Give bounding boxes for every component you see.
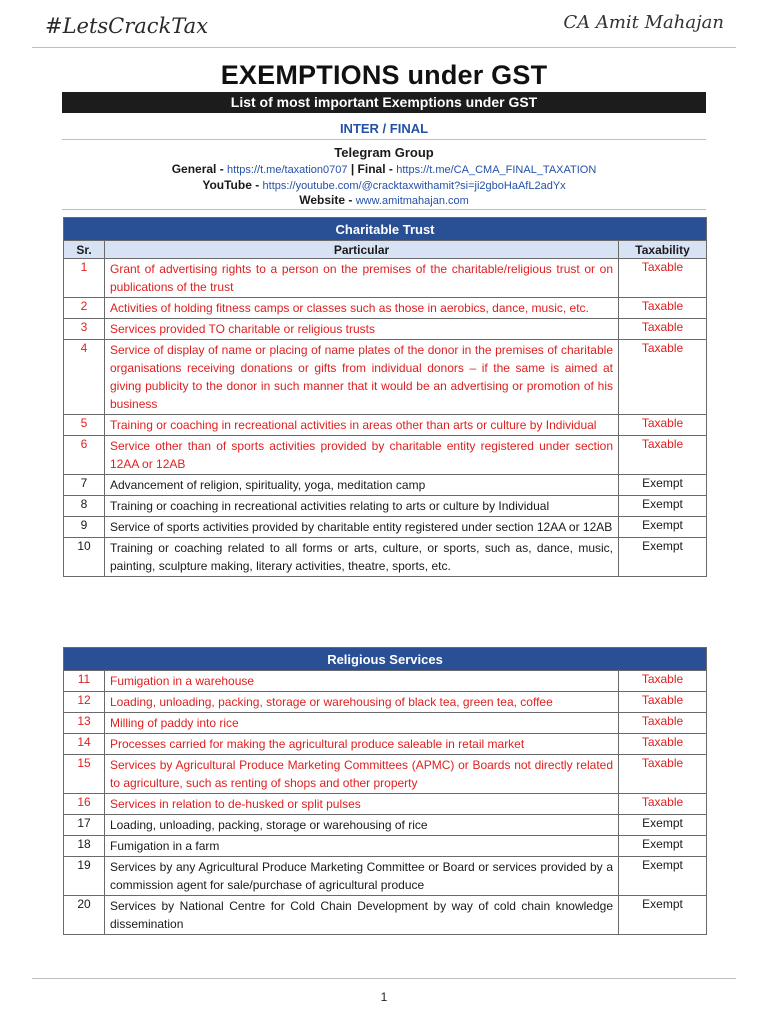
row-taxability: Taxable — [619, 259, 707, 298]
col-sr: Sr. — [64, 241, 105, 259]
row-serial: 4 — [64, 340, 105, 415]
row-serial: 15 — [64, 755, 105, 794]
row-particular: Services in relation to de-husked or split pulses — [105, 794, 619, 815]
section-title: Charitable Trust — [64, 218, 707, 241]
subtitle-bar: List of most important Exemptions under GST — [62, 92, 706, 113]
table-row — [64, 319, 707, 340]
table-row — [64, 496, 707, 517]
row-serial: 18 — [64, 836, 105, 857]
row-taxability: Exempt — [619, 475, 707, 496]
table-row — [64, 734, 707, 755]
final-link[interactable]: https://t.me/CA_CMA_FINAL_TAXATION — [396, 164, 597, 176]
row-taxability: Taxable — [619, 713, 707, 734]
row-serial: 11 — [64, 671, 105, 692]
table-row — [64, 340, 707, 415]
link-separator: | — [347, 162, 358, 176]
row-taxability: Taxable — [619, 671, 707, 692]
row-serial: 14 — [64, 734, 105, 755]
row-particular: Services provided TO charitable or religious trusts — [105, 319, 619, 340]
row-particular: Service other than of sports activities provided by charitable entity registered under section 12AA or 12AB — [105, 436, 619, 475]
row-taxability: Taxable — [619, 734, 707, 755]
charitable-trust-table — [63, 217, 707, 577]
row-particular: Services by Agricultural Produce Marketing Committees (APMC) or Boards not directly related to agriculture, such as renting of shops and other property — [105, 755, 619, 794]
row-particular: Grant of advertising rights to a person on the premises of the charitable/religious trust or on publications of the trust — [105, 259, 619, 298]
table-row — [64, 436, 707, 475]
row-taxability: Taxable — [619, 436, 707, 475]
table-row — [64, 794, 707, 815]
row-serial: 7 — [64, 475, 105, 496]
row-particular: Milling of paddy into rice — [105, 713, 619, 734]
row-particular: Services by National Centre for Cold Chain Development by way of cold chain knowledge dissemination — [105, 896, 619, 935]
section-title: Religious Services — [64, 648, 707, 671]
header-divider — [32, 47, 736, 48]
row-taxability: Taxable — [619, 415, 707, 436]
info-divider-top — [62, 139, 706, 140]
row-serial: 17 — [64, 815, 105, 836]
row-particular: Advancement of religion, spirituality, yoga, meditation camp — [105, 475, 619, 496]
table-row — [64, 692, 707, 713]
youtube-row — [0, 178, 768, 192]
row-serial: 12 — [64, 692, 105, 713]
author-signature: CA Amit Mahajan — [563, 12, 724, 33]
col-particular: Particular — [105, 241, 619, 259]
level-label: INTER / FINAL — [339, 121, 429, 136]
table-row — [64, 415, 707, 436]
table-row — [64, 298, 707, 319]
row-particular: Training or coaching related to all forms or arts, culture, or sports, such as, dance, music, painting, sculpture making, literary activities, theatre, sports, etc. — [105, 538, 619, 577]
table-row — [64, 896, 707, 935]
row-particular: Fumigation in a farm — [105, 836, 619, 857]
footer-divider — [32, 978, 736, 979]
page-title: EXEMPTIONS under GST — [220, 60, 548, 90]
info-divider-bottom — [62, 209, 706, 210]
telegram-heading: Telegram Group — [334, 145, 434, 160]
row-serial: 16 — [64, 794, 105, 815]
row-taxability: Exempt — [619, 538, 707, 577]
row-taxability: Taxable — [619, 692, 707, 713]
youtube-link[interactable]: https://youtube.com/@cracktaxwithamit?si=ji2gboHaAfL2adYx — [262, 180, 566, 192]
row-particular: Processes carried for making the agricultural produce saleable in retail market — [105, 734, 619, 755]
row-particular: Loading, unloading, packing, storage or warehousing of rice — [105, 815, 619, 836]
row-taxability: Exempt — [619, 517, 707, 538]
row-particular: Training or coaching in recreational activities in areas other than arts or culture by Individual — [105, 415, 619, 436]
row-taxability: Taxable — [619, 298, 707, 319]
row-serial: 9 — [64, 517, 105, 538]
table-row — [64, 857, 707, 896]
row-serial: 1 — [64, 259, 105, 298]
row-particular: Service of display of name or placing of name plates of the donor in the premises of charitable organisations receiving donations or gifts from individual donors – if the same is aimed at giving publicity to the donor in such manner that it would be an advertising or promotion of his business — [105, 340, 619, 415]
row-taxability: Taxable — [619, 755, 707, 794]
hashtag-logo: #LetsCrackTax — [45, 14, 209, 38]
row-particular: Fumigation in a warehouse — [105, 671, 619, 692]
row-particular: Services by any Agricultural Produce Marketing Committee or Board or services provided by a commission agent for sale/purchase of agricultural produce — [105, 857, 619, 896]
page-number: 1 — [380, 990, 388, 1004]
col-taxability: Taxability — [619, 241, 707, 259]
row-taxability: Taxable — [619, 340, 707, 415]
table-row — [64, 815, 707, 836]
row-serial: 19 — [64, 857, 105, 896]
website-row — [0, 193, 768, 207]
general-label: General - — [171, 162, 228, 176]
row-taxability: Taxable — [619, 794, 707, 815]
row-particular: Training or coaching in recreational activities relating to arts or culture by Individual — [105, 496, 619, 517]
religious-services-table — [63, 647, 707, 935]
telegram-links — [0, 162, 768, 176]
table-row — [64, 836, 707, 857]
table-row — [64, 538, 707, 577]
row-serial: 6 — [64, 436, 105, 475]
row-particular: Service of sports activities provided by charitable entity registered under section 12AA or 12AB — [105, 517, 619, 538]
table-row — [64, 713, 707, 734]
row-serial: 2 — [64, 298, 105, 319]
row-taxability: Taxable — [619, 319, 707, 340]
row-taxability: Exempt — [619, 857, 707, 896]
row-particular: Activities of holding fitness camps or classes such as those in aerobics, dance, music, etc. — [105, 298, 619, 319]
row-particular: Loading, unloading, packing, storage or warehousing of black tea, green tea, coffee — [105, 692, 619, 713]
row-serial: 3 — [64, 319, 105, 340]
row-taxability: Exempt — [619, 496, 707, 517]
row-serial: 20 — [64, 896, 105, 935]
youtube-label: YouTube - — [202, 178, 263, 192]
website-label: Website - — [299, 193, 356, 207]
row-serial: 8 — [64, 496, 105, 517]
table-row — [64, 671, 707, 692]
website-link[interactable]: www.amitmahajan.com — [355, 195, 469, 207]
final-label: Final - — [357, 162, 397, 176]
table-row — [64, 259, 707, 298]
row-taxability: Exempt — [619, 836, 707, 857]
row-serial: 13 — [64, 713, 105, 734]
general-link[interactable]: https://t.me/taxation0707 — [227, 164, 348, 176]
table-row — [64, 755, 707, 794]
row-serial: 5 — [64, 415, 105, 436]
row-taxability: Exempt — [619, 896, 707, 935]
table-row — [64, 475, 707, 496]
row-serial: 10 — [64, 538, 105, 577]
row-taxability: Exempt — [619, 815, 707, 836]
table-row — [64, 517, 707, 538]
